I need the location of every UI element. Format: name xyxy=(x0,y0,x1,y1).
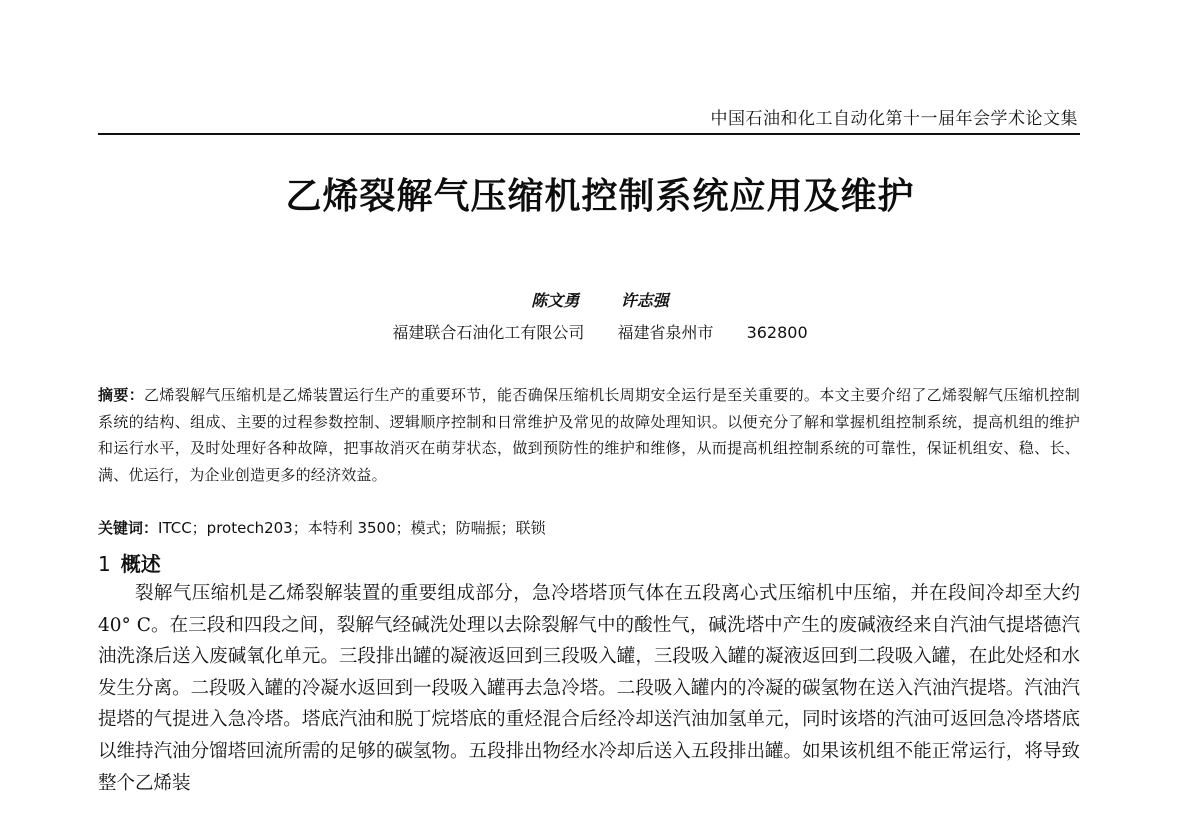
affiliation-location: 福建省泉州市 xyxy=(617,323,714,342)
paper-title: 乙烯裂解气压缩机控制系统应用及维护 xyxy=(285,176,915,217)
author-1: 陈文勇 xyxy=(531,291,580,310)
affiliation-postcode: 362800 xyxy=(746,323,808,342)
keywords-text: ITCC；protech203；本特利 3500；模式；防喘振；联锁 xyxy=(158,519,546,537)
abstract xyxy=(98,382,1080,488)
abstract-label: 摘要： xyxy=(98,386,145,404)
keywords xyxy=(98,515,1080,541)
header-rule xyxy=(98,133,1080,135)
affiliation-company: 福建联合石油化工有限公司 xyxy=(392,323,585,342)
affiliation xyxy=(0,320,1200,343)
section-heading xyxy=(98,548,161,577)
section-number: 1 xyxy=(98,552,111,576)
abstract-text: 乙烯裂解气压缩机是乙烯装置运行生产的重要环节，能否确保压缩机长周期安全运行是至关重要的。本文主要介绍了乙烯裂解气压缩机控制系统的结构、组成、主要的过程参数控制、逻辑顺序控制和日常维护及常见的故障处理知识。以便充分了解和掌握机组控制系统，提高机组的维护和运行水平，及时处理好各种故障，把事故消灭在萌芽状态，做到预防性的维护和维修，从而提高机组控制系统的可靠性，保证机组安、稳、长、满、优运行，为企业创造更多的经济效益。 xyxy=(98,386,1080,484)
author-2: 许志强 xyxy=(620,291,669,310)
authors xyxy=(0,288,1200,311)
running-header: 中国石油和化工自动化第十一届年会学术论文集 xyxy=(710,109,1078,129)
keywords-label: 关键词： xyxy=(98,519,159,537)
section-paragraph: 裂解气压缩机是乙烯裂解装置的重要组成部分，急冷塔塔顶气体在五段离心式压缩机中压缩，并在段间冷却至大约 40° C。在三段和四段之间，裂解气经碱洗处理以去除裂解气中的酸性气，碱洗塔中产生的废碱液经来自汽油气提塔德汽油洗涤后送入废碱氧化单元。三段排出罐的凝液返回到三段吸入罐，三段吸入罐的凝液返回到二段吸入罐，在此处烃和水发生分离。二段吸入罐的冷凝水返回到一段吸入罐再去急冷塔。二段吸入罐内的冷凝的碳氢物在送入汽油汽提塔。汽油汽提塔的气提进入急冷塔。塔底汽油和脱丁烷塔底的重烃混合后经冷却送汽油加氢单元，同时该塔的汽油可返回急冷塔塔底以维持汽油分馏塔回流所需的足够的碳氢物。五段排出物经水冷却后送入五段排出罐。如果该机组不能正常运行，将导致整个乙烯装 xyxy=(98,583,1080,794)
section-title: 概述 xyxy=(120,552,161,576)
